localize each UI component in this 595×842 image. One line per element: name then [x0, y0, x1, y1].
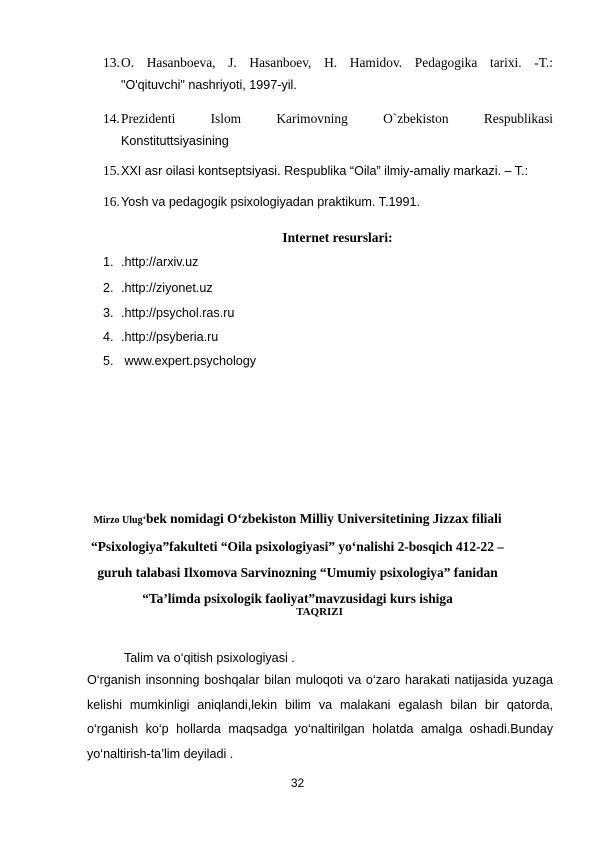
link-number: 3. [103, 306, 114, 320]
reference-number: 14. [103, 111, 120, 126]
reference-text: Yosh va pedagogik psixologiyadan praktikum. T.1991. [121, 195, 420, 209]
reference-item [103, 160, 563, 182]
link-url[interactable]: www.expert.psychology [121, 354, 257, 368]
review-title [60, 506, 535, 612]
review-title-line-2: “Psixologiya”fakulteti “Oila psixologiyasi” yo‘nalishi 2-bosqich 412-22 – [91, 539, 504, 554]
review-title-line-3: guruh talabasi Ilxomova Sarvinozning “Umumiy psixologiya” fanidan [97, 565, 498, 580]
reference-text: Prezidenti Islom Karimovning O`zbekiston Respublikasi [121, 111, 553, 126]
reference-text-continued: Konstituttsiyasining [121, 134, 229, 148]
link-url[interactable]: .http://ziyonet.uz [121, 281, 213, 295]
review-title-line-4: “Ta’limda psixologik faoliyat”mavzusidagi kurs ishiga [142, 591, 453, 606]
reference-item [103, 108, 553, 152]
link-item [103, 281, 213, 295]
review-title-small-part: Mirzo Ulug‘ [93, 515, 146, 526]
page-number: 32 [290, 776, 305, 790]
review-title-rest: bek nomidagi O‘zbekiston Milliy Universitetining Jizzax filiali [145, 511, 502, 526]
reference-number: 15. [103, 163, 120, 178]
link-item [103, 330, 218, 344]
link-number: 1. [103, 255, 114, 269]
reference-text: XXI asr oilasi kontseptsiyasi. Respublika “Oila” ilmiy-amaliy markazi. – T.: [121, 164, 529, 178]
reference-number: 16. [103, 194, 120, 209]
link-url[interactable]: .http://psychol.ras.ru [121, 306, 235, 320]
link-item [103, 255, 198, 269]
body-first-line: Talim va o‘qitish psixologiyasi . [124, 651, 295, 665]
reference-number: 13. [103, 55, 120, 70]
review-title-line-1 [60, 506, 535, 534]
link-url[interactable]: .http://arxiv.uz [121, 255, 199, 269]
reference-text: O. Hasanboeva, J. Hasanboev, H. Hamidov. Pedagogika tarixi. -T.: [121, 55, 553, 70]
link-number: 4. [103, 330, 114, 344]
link-url[interactable]: .http://psyberia.ru [121, 330, 219, 344]
link-item [103, 354, 256, 368]
link-item [103, 306, 234, 320]
reference-text-continued: "O'qituvchi" nashriyoti, 1997-yil. [121, 78, 297, 92]
internet-resources-heading: Internet resurslari: [282, 230, 393, 245]
body-paragraph: O‘rganish insonning boshqalar bilan muloqoti va o‘zaro harakati natijasida yuzaga kelishi mumkinligi aniqlandi,lekin bilim va malakani egalash bilan bir qatorda, o‘rganish ko‘p hollarda maqsadga yo‘naltirilgan holatda amalga oshadi.Bunday yo‘naltirish-ta’lim deyiladi . [87, 673, 553, 761]
reference-item [103, 52, 553, 96]
review-label: TAQRIZI [296, 606, 343, 618]
link-number: 5. [103, 354, 114, 368]
link-number: 2. [103, 281, 114, 295]
reference-item [103, 191, 553, 213]
